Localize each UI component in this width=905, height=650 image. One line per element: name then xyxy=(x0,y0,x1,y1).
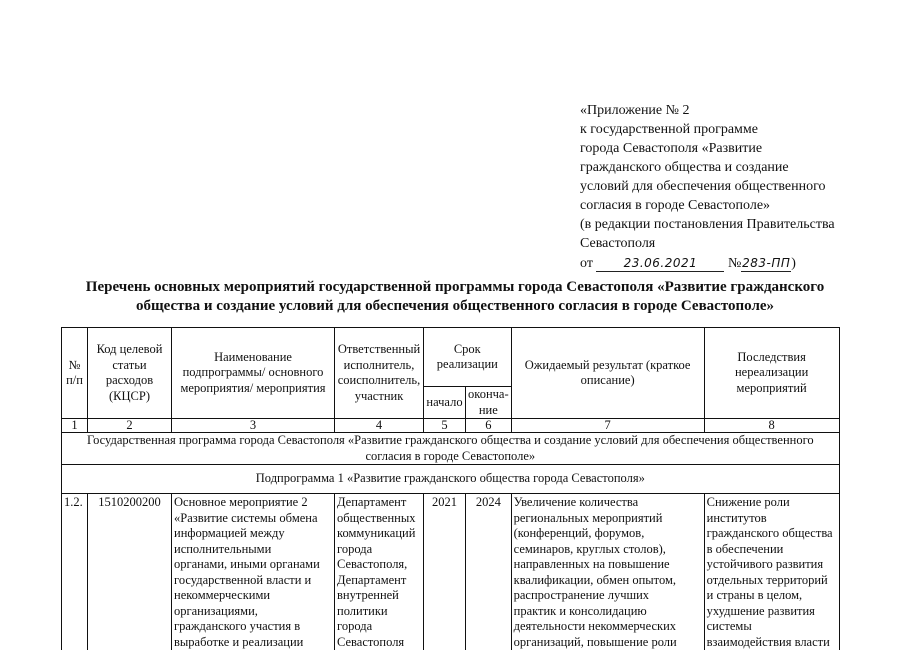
row-consequence-line: взаимодействия власти xyxy=(707,635,837,650)
document-title xyxy=(60,278,850,316)
row-consequence-line: гражданского общества xyxy=(707,526,837,542)
approval-line: гражданского общества и создание xyxy=(580,158,890,177)
header-row xyxy=(62,328,840,387)
header-start: начало xyxy=(424,387,466,419)
row-result-line: региональных мероприятий xyxy=(514,511,702,527)
column-number: 3 xyxy=(172,419,335,433)
row-name-line: выработке и реализации xyxy=(174,635,332,650)
row-responsible-line: Севастополя xyxy=(337,635,421,650)
row-consequence-line: Снижение роли xyxy=(707,495,837,511)
row-name-line: исполнительными xyxy=(174,542,332,558)
program-row xyxy=(62,433,840,465)
row-consequences xyxy=(704,494,839,650)
row-name-line: «Развитие системы обмена xyxy=(174,511,332,527)
column-number: 8 xyxy=(704,419,839,433)
row-result-line: семинаров, круглых столов), xyxy=(514,542,702,558)
number-prefix: № xyxy=(728,256,741,271)
header-term: Срок реализации xyxy=(424,328,512,387)
closing-paren: ) xyxy=(791,256,796,271)
row-num: 1.2. xyxy=(62,494,88,650)
row-consequence-line: ухудшение развития xyxy=(707,604,837,620)
approval-line: «Приложение № 2 xyxy=(580,101,890,120)
row-responsible-line: общественных xyxy=(337,511,421,527)
row-end: 2024 xyxy=(466,494,512,650)
header-responsible: Ответственный исполнитель, соисполнитель, участник xyxy=(335,328,424,419)
row-name xyxy=(172,494,335,650)
approval-line: (в редакции постановления Правительства xyxy=(580,215,890,234)
approval-line: согласия в городе Севастополе» xyxy=(580,196,890,215)
row-responsible-line: политики xyxy=(337,604,421,620)
row-responsible-line: внутренней xyxy=(337,588,421,604)
approval-date-line xyxy=(580,254,890,273)
approval-line: условий для обеспечения общественного xyxy=(580,177,890,196)
handwritten-number: 283-ПП xyxy=(741,255,791,272)
row-name-line: государственной власти и xyxy=(174,573,332,589)
program-title: Государственная программа города Севастополя «Развитие гражданского общества и создание условий для обеспечения общественного согласия в городе Севастополе» xyxy=(62,433,840,465)
header-num: № п/п xyxy=(62,328,88,419)
approval-line: города Севастополя «Развитие xyxy=(580,139,890,158)
subprogram-title: Подпрограмма 1 «Развитие гражданского общества города Севастополя» xyxy=(62,465,840,494)
row-consequence-line: системы xyxy=(707,619,837,635)
approval-line: Севастополя xyxy=(580,234,890,253)
row-result-line: практик и консолидацию xyxy=(514,604,702,620)
row-consequence-line: отдельных территорий xyxy=(707,573,837,589)
approval-block xyxy=(580,101,890,273)
date-prefix: от xyxy=(580,256,593,271)
column-number-row xyxy=(62,419,840,433)
column-number: 1 xyxy=(62,419,88,433)
handwritten-date: 23.06.2021 xyxy=(596,255,724,272)
approval-line: к государственной программе xyxy=(580,120,890,139)
row-consequence-line: в обеспечении xyxy=(707,542,837,558)
column-number: 2 xyxy=(88,419,172,433)
title-line-1: Перечень основных мероприятий государственной программы города Севастополя «Развитие гражданского xyxy=(60,278,850,297)
column-number: 6 xyxy=(466,419,512,433)
row-name-line: Основное мероприятие 2 xyxy=(174,495,332,511)
row-responsible-line: коммуникаций xyxy=(337,526,421,542)
row-consequence-line: устойчивого развития xyxy=(707,557,837,573)
row-kcsr: 1510200200 xyxy=(88,494,172,650)
title-line-2: общества и создание условий для обеспечения общественного согласия в городе Севастополе» xyxy=(60,297,850,316)
subprogram-row xyxy=(62,465,840,494)
row-result-line: организаций, повышение роли xyxy=(514,635,702,650)
column-number: 4 xyxy=(335,419,424,433)
row-name-line: информацией между xyxy=(174,526,332,542)
row-result-line: деятельности некоммерческих xyxy=(514,619,702,635)
row-result-line: Увеличение количества xyxy=(514,495,702,511)
column-number: 5 xyxy=(424,419,466,433)
row-responsible-line: Департамент xyxy=(337,573,421,589)
row-name-line: некоммерческими xyxy=(174,588,332,604)
row-result xyxy=(511,494,704,650)
header-name: Наименование подпрограммы/ основного мероприятия/ мероприятия xyxy=(172,328,335,419)
row-responsible-line: Департамент xyxy=(337,495,421,511)
row-result-line: квалификации, обмен опытом, xyxy=(514,573,702,589)
header-result: Ожидаемый результат (краткое описание) xyxy=(511,328,704,419)
row-consequence-line: институтов xyxy=(707,511,837,527)
row-responsible xyxy=(335,494,424,650)
header-kcsr: Код целевой статьи расходов (КЦСР) xyxy=(88,328,172,419)
row-name-line: органами, иными органами xyxy=(174,557,332,573)
row-name-line: гражданского участия в xyxy=(174,619,332,635)
row-consequence-line: и страны в целом, xyxy=(707,588,837,604)
header-consequences: Последствия нереализации мероприятий xyxy=(704,328,839,419)
row-responsible-line: Севастополя, xyxy=(337,557,421,573)
row-start: 2021 xyxy=(424,494,466,650)
header-end: оконча- ние xyxy=(466,387,512,419)
row-name-line: организациями, xyxy=(174,604,332,620)
row-responsible-line: города xyxy=(337,619,421,635)
row-responsible-line: города xyxy=(337,542,421,558)
row-result-line: направленных на повышение xyxy=(514,557,702,573)
row-result-line: распространение лучших xyxy=(514,588,702,604)
table-row xyxy=(62,494,840,650)
column-number: 7 xyxy=(511,419,704,433)
measures-table xyxy=(61,327,840,650)
row-result-line: (конференций, форумов, xyxy=(514,526,702,542)
